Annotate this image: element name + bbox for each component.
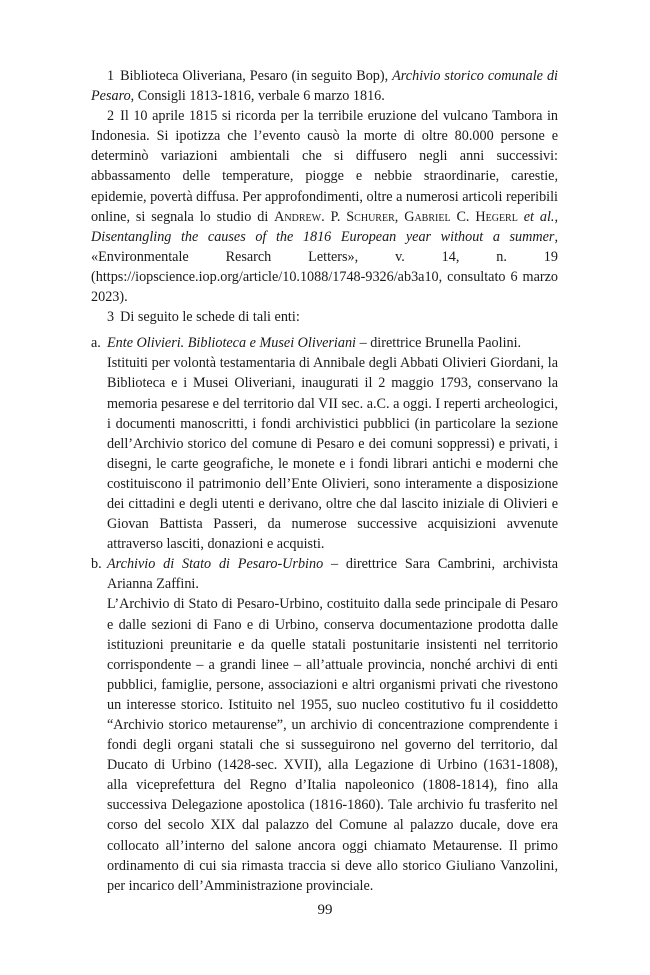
list-item-body: L’Archivio di Stato di Pesaro-Urbino, costituito dalla sede principale di Pesaro e dalle sezioni di Fano e di Urbino, conserva documentazione prodotta dalle istituzioni preunitarie e da quelle statali postunitarie insistenti nel territorio corrispondente – a grandi linee – all’attuale provincia, nonché archivi di enti pubblici, famiglie, persone, associazioni e altri organismi privati che rivestono un interesse storico. Istituito nel 1955, suo nucleo costitutivo fu il cosiddetto “Archivio storico metaurense”, un archivio di concentrazione comprendente i fondi degli organi statali che si susseguirono nel governo del territorio, dal Ducato di Urbino (1428-sec. XVII), alla Legazione di Urbino (1631-1808), alla viceprefettura del Regno d’Italia napoleonico (1808-1814), fino alla successiva Delegazione apostolica (1816-1860). Tale archivio fu trasferito nel corso del secolo XIX dal palazzo del Comune al palazzo ducale, dove era collocato all’interno del salone ancora oggi chiamato Metaurense. Il primo ordinamento di cui sia rimasta traccia si deve allo storico Giuliano Vanzolini, per incarico dell’Amministrazione provinciale. [107,596,558,894]
list-item [91,333,558,554]
footnote-text: Il 10 aprile 1815 si ricorda per la terribile eruzione del vulcano Tambora in Indonesia. Si ipotizza che l’evento causò la morte di oltre 80.000 persone e determinò variazioni ambientali che si diffusero negli anni successivi: abbassamento delle temperature, piogge e nebbie straordinarie, carestie, epidemie, povertà diffusa. Per approfondimenti, oltre a numerosi articoli reperibili online, si segnala lo studio di [91,108,558,225]
separator: , [554,208,558,225]
article-title: Disentangling the causes of the 1816 European year without a summer [91,228,555,245]
page-number: 99 [317,902,333,918]
list-item-heading [107,554,558,594]
footnote-text: , «Environmentale Resarch Letters», v. 14, n. 19 (https://iopscience.iop.org/article/10.1088/1748-9326/ab3a10, consultato 6 marzo 2023). [91,228,558,306]
footnote-number: 1 [107,68,115,84]
separator: , [394,208,405,225]
footnote-number: 3 [107,309,115,326]
footnote-2 [91,106,558,307]
entity-director: – direttrice Sara Cambrini, archivista Arianna Zaffini. [107,556,558,593]
list-letter: b. [91,556,102,573]
footnote-text: Biblioteca Oliveriana, Pesaro (in seguito Bop), [120,68,393,84]
list-letter: a. [91,335,101,352]
list-item-heading [107,333,558,353]
footnote-text: , Consigli 1813-1816, verbale 6 marzo 1816. [130,88,385,105]
footnote-italic-title: Archivio storico comunale di Pesaro [91,68,558,105]
et-al: et al. [517,208,555,225]
author-name: Gabriel C. Hegerl [404,208,518,225]
author-name: Andrew. P. Schurer [274,208,395,225]
page-content [91,66,558,896]
footnote-1 [91,66,558,106]
entity-list [91,333,558,896]
footnote-3 [91,307,558,327]
entity-name: Archivio di Stato di Pesaro-Urbino [107,556,324,573]
entity-director: – direttrice Brunella Paolini. [356,335,522,352]
list-item-body: Istituiti per volontà testamentaria di Annibale degli Abbati Olivieri Giordani, la Biblioteca e i Musei Oliveriani, inaugurati il 2 maggio 1793, conservano la memoria pesarese e del territorio dal VII sec. a.C. a oggi. I reperti archeologici, i documenti manoscritti, i fondi archivistici pubblici (in particolare la sezione dell’Archivio storico del comune di Pesaro e dei comuni soppressi) e privati, i disegni, le carte geografiche, le monete e i fondi librari antichi e moderni che costituiscono il patrimonio dell’Ente Olivieri, sono interamente a disposizione dei cittadini e degli utenti e derivano, oltre che dal lascito iniziale di Olivieri e Giovan Battista Passeri, da numerose successive acquisizioni avvenute attraverso lasciti, donazioni e acquisti. [107,355,558,553]
footnote-text: Di seguito le schede di tali enti: [120,309,300,326]
list-item [91,554,558,896]
entity-name: Ente Olivieri. Biblioteca e Musei Oliveriani [107,335,357,352]
footnote-number: 2 [107,108,115,125]
